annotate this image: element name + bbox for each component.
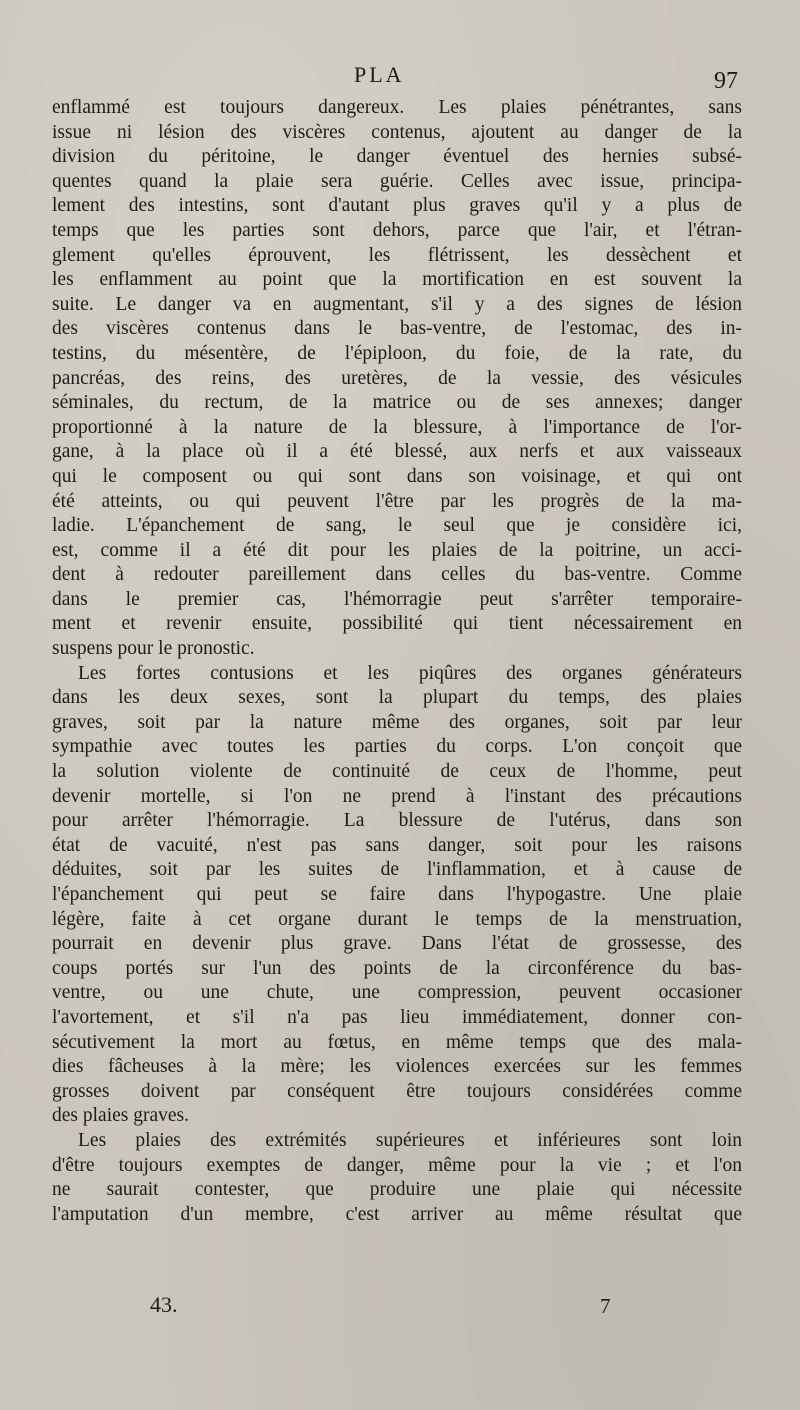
text-line: ladie. L'épanchement de sang, le seul que je considère ici, bbox=[52, 515, 742, 537]
text-line: l'épanchement qui peut se faire dans l'hypogastre. Une plaie bbox=[52, 884, 742, 905]
paragraph bbox=[52, 96, 742, 662]
text-line: légère, faite à cet organe durant le temps de la menstruation, bbox=[52, 908, 742, 930]
text-line: dent à redouter pareillement dans celles du bas-ventre. Comme bbox=[52, 564, 742, 586]
text-line: des viscères contenus dans le bas-ventre, de l'estomac, des in- bbox=[52, 318, 742, 340]
text-line: suspens pour le pronostic. bbox=[52, 638, 255, 660]
text-line: état de vacuité, n'est pas sans danger, soit pour les raisons bbox=[52, 834, 742, 856]
text-line: pancréas, des reins, des uretères, de la vessie, des vésicules bbox=[52, 367, 742, 389]
text-line: glement qu'elles éprouvent, les flétrissent, les dessèchent et bbox=[52, 244, 742, 266]
text-line: la solution violente de continuité de ceux de l'homme, peut bbox=[52, 761, 742, 783]
text-line: proportionné à la nature de la blessure, à l'importance de l'or- bbox=[52, 416, 742, 438]
text-line: dans les deux sexes, sont la plupart du temps, des plaies bbox=[52, 687, 742, 709]
text-line: issue ni lésion des viscères contenus, ajoutent au danger de la bbox=[52, 121, 742, 143]
text-line: lement des intestins, sont d'autant plus graves qu'il y a plus de bbox=[52, 195, 742, 217]
signature-mark: 43. bbox=[150, 1292, 178, 1317]
text-line: ventre, ou une chute, une compression, peuvent occasioner bbox=[52, 982, 742, 1004]
text-line: l'avortement, et s'il n'a pas lieu immédiatement, donner con- bbox=[52, 1006, 742, 1028]
paragraph bbox=[52, 662, 742, 1129]
paragraph bbox=[52, 1129, 742, 1227]
text-line: qui le composent ou qui sont dans son voisinage, et qui ont bbox=[52, 465, 742, 487]
text-line: Les plaies des extrémités supérieures et inférieures sont loin bbox=[78, 1129, 742, 1151]
text-line: pour arrêter l'hémorragie. La blessure de l'utérus, dans son bbox=[52, 810, 742, 832]
text-line: pourrait en devenir plus grave. Dans l'état de grossesse, des bbox=[52, 933, 742, 955]
text-line: ment et revenir ensuite, possibilité qui tient nécessairement en bbox=[52, 613, 742, 635]
text-line: testins, du mésentère, de l'épiploon, du foie, de la rate, du bbox=[52, 342, 742, 364]
text-line: déduites, soit par les suites de l'inflammation, et à cause de bbox=[52, 859, 742, 881]
text-line: dans le premier cas, l'hémorragie peut s'arrêter temporaire- bbox=[52, 588, 742, 610]
text-line: des plaies graves. bbox=[52, 1105, 189, 1127]
text-line: graves, soit par la nature même des organes, soit par leur bbox=[52, 711, 742, 733]
text-line: d'être toujours exemptes de danger, même pour la vie ; et l'on bbox=[52, 1154, 742, 1176]
text-line: gane, à la place où il a été blessé, aux nerfs et aux vaisseaux bbox=[52, 441, 742, 463]
text-line: Les fortes contusions et les piqûres des organes générateurs bbox=[78, 662, 742, 684]
text-line: division du péritoine, le danger éventuel des hernies subsé- bbox=[52, 146, 742, 168]
page-number: 97 bbox=[714, 68, 738, 94]
text-line: sécutivement la mort au fœtus, en même temps que des mala- bbox=[52, 1031, 742, 1053]
body-text bbox=[52, 96, 742, 1227]
text-line: suite. Le danger va en augmentant, s'il y a des signes de lésion bbox=[52, 293, 742, 315]
text-line: devenir mortelle, si l'on ne prend à l'instant des précautions bbox=[52, 785, 742, 807]
text-line: l'amputation d'un membre, c'est arriver au même résultat que bbox=[52, 1203, 742, 1225]
text-line: dies fâcheuses à la mère; les violences exercées sur les femmes bbox=[52, 1056, 742, 1078]
text-line: séminales, du rectum, de la matrice ou de ses annexes; danger bbox=[52, 392, 742, 414]
text-line: coups portés sur l'un des points de la circonférence du bas- bbox=[52, 957, 742, 979]
running-title: PLA bbox=[354, 62, 405, 87]
text-line: ne saurait contester, que produire une plaie qui nécessite bbox=[52, 1179, 742, 1201]
text-line: les enflamment au point que la mortification en est souvent la bbox=[52, 269, 742, 291]
text-line: enflammé est toujours dangereux. Les plaies pénétrantes, sans bbox=[52, 97, 742, 118]
text-line: été atteints, ou qui peuvent l'être par les progrès de la ma- bbox=[52, 490, 742, 512]
text-line: grosses doivent par conséquent être toujours considérées comme bbox=[52, 1080, 742, 1102]
text-line: quentes quand la plaie sera guérie. Celles avec issue, principa- bbox=[52, 170, 742, 192]
text-line: temps que les parties sont dehors, parce que l'air, et l'étran- bbox=[52, 219, 742, 241]
sheet-number: 7 bbox=[600, 1294, 611, 1318]
text-line: sympathie avec toutes les parties du corps. L'on conçoit que bbox=[52, 736, 742, 758]
page-footer bbox=[0, 1292, 800, 1322]
text-line: est, comme il a été dit pour les plaies de la poitrine, un acci- bbox=[52, 539, 742, 561]
